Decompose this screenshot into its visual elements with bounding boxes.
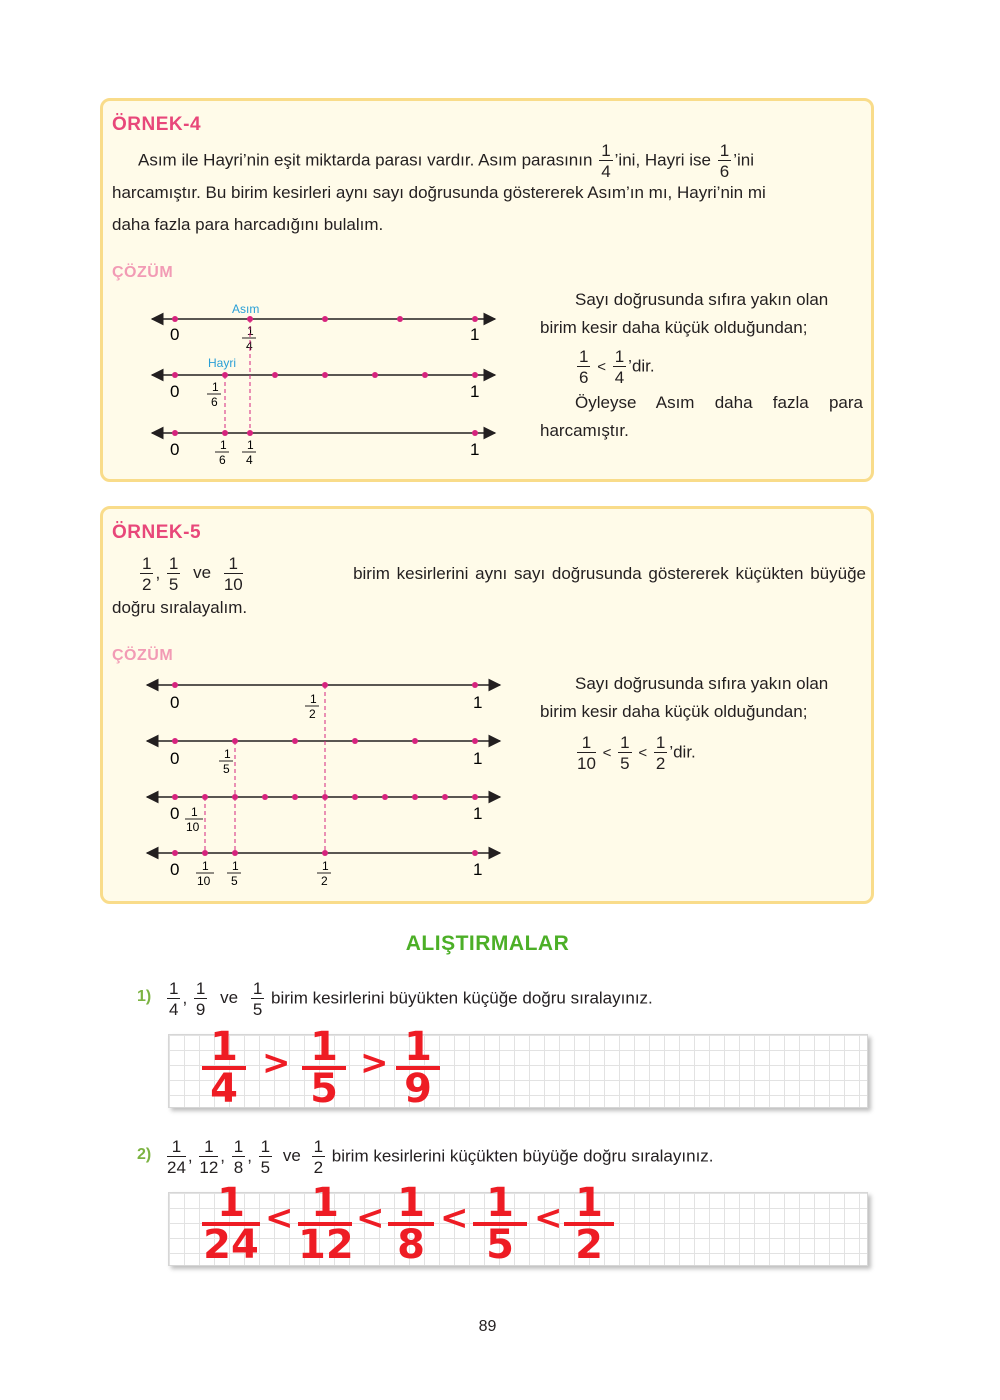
answer-2-fraction: 1 5	[473, 1184, 527, 1264]
svg-text:1: 1	[473, 693, 483, 712]
example-4-explain-1: Sayı doğrusunda sıfıra yakın olan	[575, 290, 829, 309]
fraction: $\frac{1}{4}$	[614, 347, 625, 387]
tick-quarter-num: 1	[247, 438, 254, 452]
example-5-line-2: doğru sıralayalım.	[112, 598, 248, 617]
example-5-title: ÖRNEK-5	[112, 522, 202, 543]
svg-text:1: 1	[202, 859, 209, 873]
point	[472, 430, 478, 436]
tick-zero: 0	[170, 440, 180, 459]
answer-1-fraction: 1 9	[396, 1028, 440, 1108]
answer-2-fraction: 1 2	[564, 1184, 614, 1264]
fraction: $\frac{1}{6}$	[719, 141, 730, 181]
point	[292, 738, 298, 744]
fraction: $\frac{1}{24}$	[167, 1137, 186, 1177]
point	[172, 794, 178, 800]
tick-quarter-den: 4	[246, 453, 253, 467]
point	[472, 316, 478, 322]
tick-sixth-num: 1	[220, 438, 227, 452]
tick-quarter-num: 1	[247, 324, 254, 338]
example-4-number-lines	[140, 295, 510, 475]
answer-1-fraction: 1 5	[302, 1028, 346, 1108]
example-4-solution-label: ÇÖZÜM	[112, 264, 174, 281]
svg-text:10: 10	[197, 874, 211, 888]
tick-one: 1	[470, 325, 480, 344]
answer-2-fraction: 1 12	[298, 1180, 354, 1268]
svg-text:1: 1	[232, 859, 239, 873]
point	[172, 738, 178, 744]
answer-2-sign: <	[534, 1198, 563, 1238]
fraction: $\frac{1}{6}$	[579, 347, 589, 387]
point	[292, 794, 298, 800]
example-5-comparison: $\frac{1}{10}$ < $\frac{1}{5}$ < $\frac{1}{2}$ ’dir.	[577, 733, 696, 773]
point	[372, 372, 378, 378]
tick-zero: 0	[170, 382, 180, 401]
point	[412, 794, 418, 800]
tick-sixth-den: 6	[211, 395, 218, 409]
fraction: $\frac{1}{5}$	[168, 554, 179, 594]
fraction: $\frac{1}{5}$	[260, 1137, 271, 1177]
label-asim: Asım	[232, 302, 260, 316]
example-5-line-1: $\frac{1}{2}$ , $\frac{1}{5}$ ve $\frac{1}{10}$ birim kesirlerini aynı sayı doğrusunda göstererek küçükten büyüğe	[142, 554, 866, 594]
fraction: $\frac{1}{8}$	[233, 1137, 244, 1177]
point	[472, 738, 478, 744]
fraction: $\frac{1}{2}$	[313, 1137, 324, 1177]
svg-text:0: 0	[170, 693, 180, 712]
fraction: $\frac{1}{12}$	[199, 1137, 219, 1177]
fraction: $\frac{1}{4}$	[169, 979, 179, 1019]
svg-text:10: 10	[186, 820, 200, 834]
label-hayri: Hayri	[208, 356, 237, 370]
point	[472, 850, 478, 856]
svg-text:0: 0	[170, 749, 180, 768]
example-4-line-1: Asım ile Hayri’nin eşit miktarda parası vardır. Asım parasının $\frac{1}{4}$ ’ini, Hayri ise $\frac{1}{6}$ ’ini	[138, 141, 755, 181]
svg-text:1: 1	[322, 859, 329, 873]
point	[172, 372, 178, 378]
point	[412, 738, 418, 744]
svg-text:0: 0	[170, 860, 180, 879]
fraction: $\frac{1}{4}$	[601, 141, 611, 181]
example-4-explain-3: Öyleyse Asım daha fazla para	[575, 393, 863, 412]
answer-2-sign: <	[265, 1198, 294, 1238]
page-number: 89	[478, 1318, 497, 1335]
example-4-line-3: daha fazla para harcadığını bulalım.	[112, 215, 384, 234]
tick-one: 1	[470, 382, 480, 401]
point	[172, 850, 178, 856]
point	[322, 316, 328, 322]
point	[322, 372, 328, 378]
fraction: $\frac{1}{5}$	[620, 733, 630, 773]
svg-text:1: 1	[310, 692, 317, 706]
svg-text:2: 2	[309, 707, 316, 721]
answer-2-sign: <	[440, 1198, 469, 1238]
svg-text:1: 1	[224, 747, 231, 761]
tick-one: 1	[470, 440, 480, 459]
answer-1-sign: >	[360, 1043, 389, 1083]
answer-1-sign: >	[262, 1043, 291, 1083]
exercises-title: ALIŞTIRMALAR	[405, 932, 570, 955]
example-4-explain-4: harcamıştır.	[540, 421, 629, 440]
point	[442, 794, 448, 800]
fraction: $\frac{1}{10}$	[577, 733, 596, 773]
svg-text:0: 0	[170, 804, 180, 823]
exercise-2-number: 2)	[137, 1146, 152, 1163]
point	[472, 794, 478, 800]
svg-text:1: 1	[473, 860, 483, 879]
svg-text:1: 1	[191, 805, 198, 819]
svg-text:1: 1	[473, 804, 483, 823]
fraction: $\frac{1}{2}$	[142, 554, 152, 594]
example-4-line-2: harcamıştır. Bu birim kesirleri aynı sayı doğrusunda göstererek Asım’ın mı, Hayri’nin mi	[112, 183, 766, 202]
exercise-2-question: $\frac{1}{24}$ , $\frac{1}{12}$ , $\frac{1}{8}$ , $\frac{1}{5}$ ve $\frac{1}{2}$ birim kesirlerini küçükten büyüğe doğru sıralayınız.	[167, 1137, 714, 1177]
point	[352, 738, 358, 744]
fraction: $\frac{1}{9}$	[195, 979, 206, 1019]
fraction: $\frac{1}{2}$	[655, 733, 666, 773]
example-5-solution-label: ÇÖZÜM	[112, 647, 174, 664]
exercise-1-question: $\frac{1}{4}$ , $\frac{1}{9}$ ve $\frac{1}{5}$ birim kesirlerini büyükten küçüğe doğru sıralayınız.	[169, 979, 653, 1019]
point	[172, 682, 178, 688]
answer-2-sign: <	[356, 1198, 385, 1238]
example-5-number-lines	[135, 670, 515, 895]
exercise-1-number: 1)	[137, 988, 152, 1005]
svg-text:2: 2	[321, 874, 328, 888]
point	[172, 316, 178, 322]
point	[172, 430, 178, 436]
point	[352, 794, 358, 800]
answer-1-fraction: 1 4	[202, 1028, 246, 1108]
example-5-explain-2: birim kesir daha küçük olduğundan;	[540, 702, 808, 721]
fraction: $\frac{1}{5}$	[252, 979, 263, 1019]
point	[272, 372, 278, 378]
svg-text:5: 5	[231, 874, 238, 888]
svg-text:1: 1	[473, 749, 483, 768]
answer-2-fraction: 1 24	[203, 1180, 259, 1268]
point	[472, 372, 478, 378]
point	[382, 794, 388, 800]
tick-sixth-den: 6	[219, 453, 226, 467]
example-4-comparison: $\frac{1}{6}$ < $\frac{1}{4}$ ’dir.	[579, 347, 655, 387]
svg-text:5: 5	[223, 762, 230, 776]
example-4-explain-2: birim kesir daha küçük olduğundan;	[540, 318, 808, 337]
example-5-explain-1: Sayı doğrusunda sıfıra yakın olan	[575, 674, 829, 693]
point	[422, 372, 428, 378]
point	[397, 316, 403, 322]
fraction: $\frac{1}{10}$	[223, 554, 243, 594]
point	[262, 794, 268, 800]
answer-2-fraction: 1 8	[388, 1184, 434, 1264]
tick-zero: 0	[170, 325, 180, 344]
tick-sixth-num: 1	[212, 380, 219, 394]
example-4-title: ÖRNEK-4	[112, 114, 202, 135]
tick-quarter-den: 4	[246, 339, 253, 353]
point	[472, 682, 478, 688]
